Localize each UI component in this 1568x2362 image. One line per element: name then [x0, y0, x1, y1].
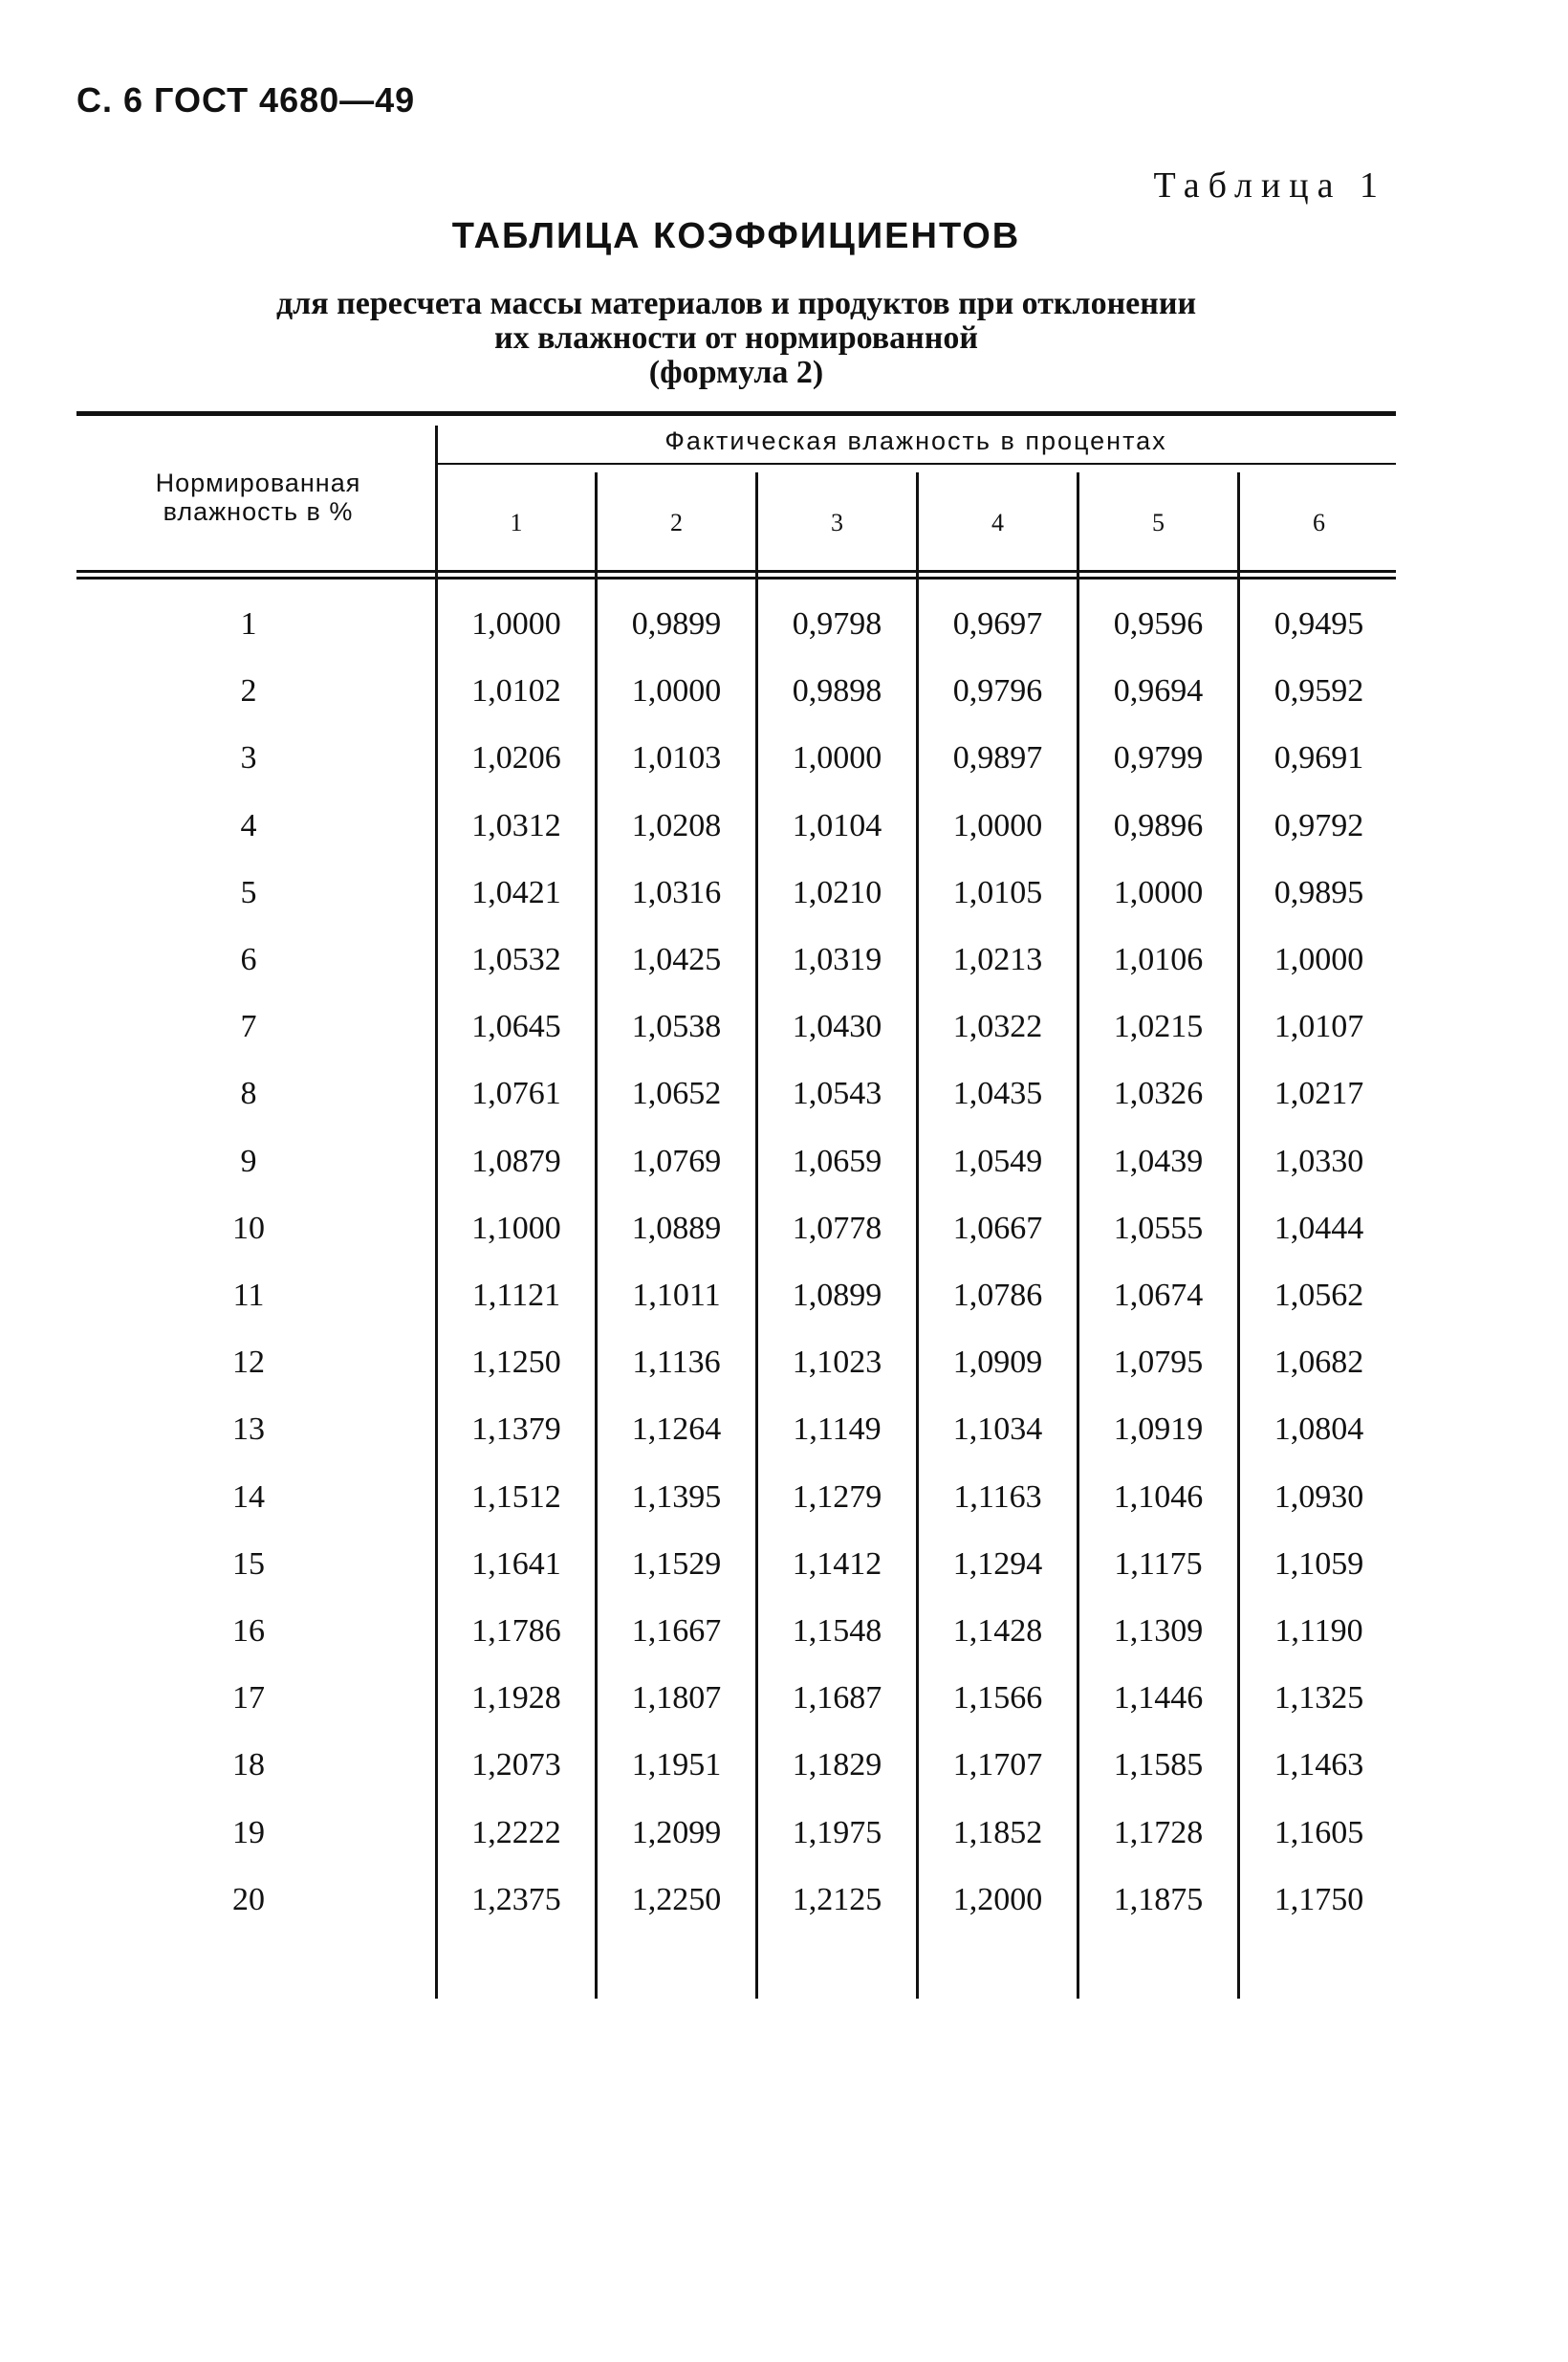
table-cell: 1,0000 — [631, 673, 722, 709]
table-cell: 1,0425 — [631, 942, 722, 977]
table-cell: 1,1707 — [952, 1747, 1043, 1782]
table-cell: 1,1446 — [1113, 1680, 1204, 1716]
table-cell: 1,1059 — [1274, 1546, 1364, 1582]
table-cell: 1,1121 — [471, 1278, 561, 1313]
table-cell: 0,9799 — [1113, 740, 1204, 776]
table-cell: 1,1395 — [631, 1479, 722, 1515]
table-cell: 1,0761 — [471, 1076, 561, 1111]
table-cell: 1,0322 — [952, 1009, 1043, 1044]
row-label: 12 — [232, 1345, 265, 1380]
table-cell: 0,9895 — [1274, 875, 1364, 910]
row-label: 15 — [232, 1546, 265, 1582]
table-cell: 0,9495 — [1274, 606, 1364, 642]
table-cell: 1,0217 — [1274, 1076, 1364, 1111]
table-cell: 1,1667 — [631, 1613, 722, 1649]
table-cell: 1,1605 — [1274, 1815, 1364, 1850]
table-cell: 1,1250 — [471, 1345, 561, 1380]
table-cell: 1,1190 — [1274, 1613, 1363, 1649]
header-group-rule — [438, 463, 1396, 465]
row-label: 9 — [240, 1144, 257, 1179]
table-cell: 1,1149 — [793, 1411, 882, 1447]
table-cell: 1,0326 — [1113, 1076, 1204, 1111]
row-label: 11 — [232, 1278, 265, 1313]
table-cell: 1,0000 — [952, 808, 1043, 843]
table-cell: 1,1325 — [1274, 1680, 1364, 1716]
table-cell: 1,0208 — [631, 808, 722, 843]
row-label: 2 — [240, 673, 257, 709]
row-label: 16 — [232, 1613, 265, 1649]
header-bottom-rule — [76, 577, 1396, 580]
table-cell: 1,1294 — [952, 1546, 1043, 1582]
table-cell: 1,0543 — [792, 1076, 882, 1111]
table-cell: 1,0444 — [1274, 1211, 1364, 1246]
table-cell: 1,1928 — [471, 1680, 561, 1716]
row-label: 18 — [232, 1747, 265, 1782]
table-cell: 1,0532 — [471, 942, 561, 977]
row-label: 5 — [240, 875, 257, 910]
table-cell: 1,0439 — [1113, 1144, 1204, 1179]
table-cell: 1,0104 — [792, 808, 882, 843]
row-header-line: Нормированная — [155, 469, 361, 497]
table-cell: 1,1786 — [471, 1613, 561, 1649]
table-cell: 1,0206 — [471, 740, 561, 776]
page-header: С. 6 ГОСТ 4680—49 — [76, 80, 416, 120]
table-cell: 1,0213 — [952, 942, 1043, 977]
table-cell: 1,1585 — [1113, 1747, 1204, 1782]
subtitle-line: их влажности от нормированной — [494, 320, 978, 356]
row-label: 17 — [232, 1680, 265, 1716]
table-cell: 1,0930 — [1274, 1479, 1364, 1515]
table-cell: 1,0899 — [792, 1278, 882, 1313]
column-header: 4 — [991, 509, 1004, 536]
table-cell: 1,0778 — [792, 1211, 882, 1246]
table-cell: 1,0430 — [792, 1009, 882, 1044]
row-label: 19 — [232, 1815, 265, 1850]
table-cell: 1,2222 — [471, 1815, 561, 1850]
table-cell: 1,0319 — [792, 942, 882, 977]
table-cell: 1,0103 — [631, 740, 722, 776]
row-header — [76, 469, 440, 526]
table-cell: 1,1163 — [953, 1479, 1042, 1515]
table-cell: 1,2073 — [471, 1747, 561, 1782]
row-label: 13 — [232, 1411, 265, 1447]
table-cell: 1,1428 — [952, 1613, 1043, 1649]
table-cell: 0,9592 — [1274, 673, 1364, 709]
table-cell: 1,1000 — [471, 1211, 561, 1246]
row-label: 10 — [232, 1211, 265, 1246]
column-header: 1 — [510, 509, 523, 536]
column-header: 5 — [1152, 509, 1165, 536]
table-cell: 1,1829 — [792, 1747, 882, 1782]
header-bottom-rule — [76, 570, 1396, 573]
row-label: 3 — [240, 740, 257, 776]
table-cell: 0,9899 — [631, 606, 722, 642]
column-header: 6 — [1313, 509, 1325, 536]
table-cell: 1,1011 — [632, 1278, 721, 1313]
row-label: 20 — [232, 1882, 265, 1917]
row-label: 1 — [240, 606, 257, 642]
table-cell: 1,0909 — [952, 1345, 1043, 1380]
table-cell: 1,1379 — [471, 1411, 561, 1447]
table-cell: 1,1529 — [631, 1546, 722, 1582]
table-cell: 1,0667 — [952, 1211, 1043, 1246]
column-group-header: Фактическая влажность в процентах — [664, 426, 1167, 455]
table-cell: 1,2375 — [471, 1882, 561, 1917]
table-cell: 1,0769 — [631, 1144, 722, 1179]
row-label: 6 — [240, 942, 257, 977]
table-cell: 1,0000 — [471, 606, 561, 642]
table-cell: 1,1264 — [631, 1411, 722, 1447]
table-cell: 1,1566 — [952, 1680, 1043, 1716]
table-cell: 1,0102 — [471, 673, 561, 709]
table-cell: 1,1951 — [631, 1747, 722, 1782]
table-cell: 1,1548 — [792, 1613, 882, 1649]
table-subtitle — [0, 287, 1472, 390]
table-cell: 1,0538 — [631, 1009, 722, 1044]
table-cell: 1,1852 — [952, 1815, 1043, 1850]
row-label: 8 — [240, 1076, 257, 1111]
table-cell: 0,9691 — [1274, 740, 1364, 776]
table-cell: 1,1807 — [631, 1680, 722, 1716]
table-top-rule — [76, 411, 1396, 416]
table-cell: 1,0105 — [952, 875, 1043, 910]
table-cell: 0,9596 — [1113, 606, 1204, 642]
table-cell: 1,0804 — [1274, 1411, 1364, 1447]
table-cell: 1,0106 — [1113, 942, 1204, 977]
table-cell: 1,1034 — [952, 1411, 1043, 1447]
row-label: 7 — [240, 1009, 257, 1044]
table-cell: 1,0435 — [952, 1076, 1043, 1111]
table-cell: 1,0879 — [471, 1144, 561, 1179]
table-cell: 1,0674 — [1113, 1278, 1204, 1313]
subtitle-line: для пересчета массы материалов и продуктов при отклонении — [275, 286, 1197, 321]
table-cell: 1,0549 — [952, 1144, 1043, 1179]
table-cell: 1,0215 — [1113, 1009, 1204, 1044]
table-cell: 1,1875 — [1113, 1882, 1204, 1917]
table-cell: 1,0659 — [792, 1144, 882, 1179]
table-cell: 1,0652 — [631, 1076, 722, 1111]
table-cell: 0,9897 — [952, 740, 1043, 776]
table-cell: 1,2000 — [952, 1882, 1043, 1917]
column-header: 3 — [831, 509, 843, 536]
table-cell: 1,0786 — [952, 1278, 1043, 1313]
table-cell: 1,1175 — [1114, 1546, 1203, 1582]
table-cell: 1,1309 — [1113, 1613, 1204, 1649]
table-cell: 1,0000 — [1274, 942, 1364, 977]
table-cell: 1,0210 — [792, 875, 882, 910]
table-cell: 1,1975 — [792, 1815, 882, 1850]
table-cell: 1,0795 — [1113, 1345, 1204, 1380]
table-title: ТАБЛИЦА КОЭФФИЦИЕНТОВ — [451, 216, 1021, 256]
table-cell: 1,2250 — [631, 1882, 722, 1917]
table-cell: 1,0645 — [471, 1009, 561, 1044]
table-cell: 1,1136 — [632, 1345, 721, 1380]
table-cell: 1,1750 — [1274, 1882, 1364, 1917]
table-cell: 1,0889 — [631, 1211, 722, 1246]
table-cell: 1,1463 — [1274, 1747, 1364, 1782]
row-label: 14 — [232, 1479, 265, 1515]
table-cell: 1,0312 — [471, 808, 561, 843]
table-cell: 1,0421 — [471, 875, 561, 910]
table-cell: 1,1279 — [792, 1479, 882, 1515]
table-label: Таблица 1 — [1153, 165, 1386, 206]
table-cell: 0,9796 — [952, 673, 1043, 709]
table-cell: 1,0330 — [1274, 1144, 1364, 1179]
table-cell: 0,9792 — [1274, 808, 1364, 843]
table-cell: 0,9898 — [792, 673, 882, 709]
table-cell: 1,0555 — [1113, 1211, 1204, 1246]
table-cell: 1,1046 — [1113, 1479, 1204, 1515]
table-cell: 1,0316 — [631, 875, 722, 910]
table-cell: 1,1687 — [792, 1680, 882, 1716]
table-cell: 1,0682 — [1274, 1345, 1364, 1380]
table-cell: 1,0000 — [792, 740, 882, 776]
table-cell: 1,1641 — [471, 1546, 561, 1582]
row-label: 4 — [240, 808, 257, 843]
subtitle-line: (формула 2) — [648, 355, 824, 390]
table-cell: 0,9694 — [1113, 673, 1204, 709]
table-cell: 0,9798 — [792, 606, 882, 642]
table-cell: 1,2099 — [631, 1815, 722, 1850]
table-cell: 1,1728 — [1113, 1815, 1204, 1850]
table-cell: 1,1023 — [792, 1345, 882, 1380]
table-cell: 1,0919 — [1113, 1411, 1204, 1447]
table-cell: 1,1412 — [792, 1546, 882, 1582]
column-header: 2 — [670, 509, 683, 536]
table-cell: 1,0000 — [1113, 875, 1204, 910]
table-cell: 1,0107 — [1274, 1009, 1364, 1044]
table-cell: 1,0562 — [1274, 1278, 1364, 1313]
table-cell: 1,2125 — [792, 1882, 882, 1917]
table-cell: 0,9896 — [1113, 808, 1204, 843]
table-cell: 1,1512 — [471, 1479, 561, 1515]
row-header-line: влажность в % — [163, 497, 354, 526]
table-cell: 0,9697 — [952, 606, 1043, 642]
